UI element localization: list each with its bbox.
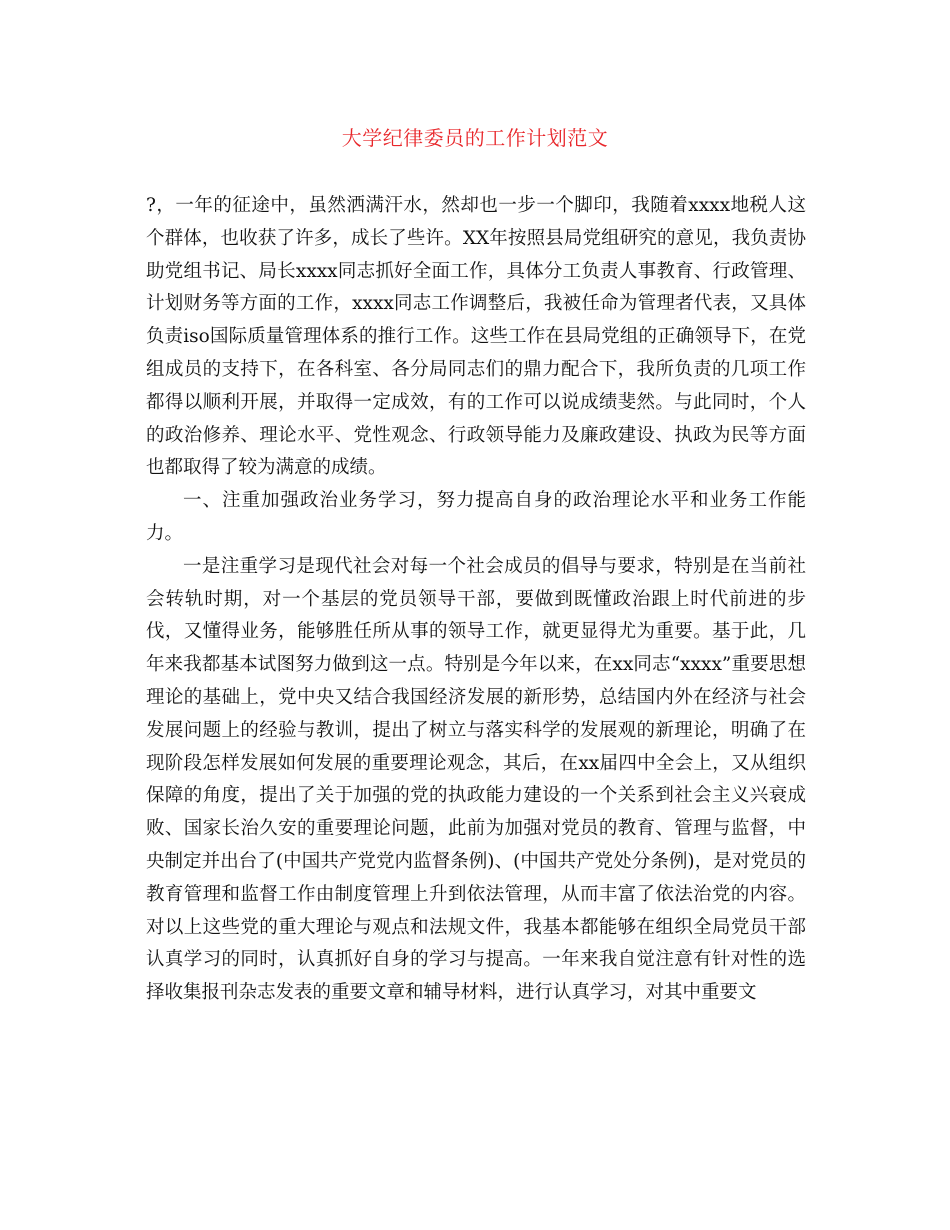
- paragraph-study: 一是注重学习是现代社会对每一个社会成员的倡导与要求，特别是在当前社会转轨时期，对一个基层的党员领导干部，要做到既懂政治跟上时代前进的步伐，又懂得业务，能够胜任所从事的领导工作，就更显得尤为重要。基于此，几年来我都基本试图努力做到这一点。特别是今年以来，在xx同志“xxxx”重要思想理论的基础上，党中央又结合我国经济发展的新形势，总结国内外在经济与社会发展问题上的经验与教训，提出了树立与落实科学的发展观的新理论，明确了在现阶段怎样发展如何发展的重要理论观念，其后，在xx届四中全会上，又从组织保障的角度，提出了关于加强的党的执政能力建设的一个关系到社会主义兴衰成败、国家长治久安的重要理论问题，此前为加强对党员的教育、管理与监督，中央制定并出台了(中国共产党党内监督条例)、(中国共产党处分条例)，是对党员的教育管理和监督工作由制度管理上升到依法管理，从而丰富了依法治党的内容。对以上这些党的重大理论与观点和法规文件，我基本都能够在组织全局党员干部认真学习的同时，认真抓好自身的学习与提高。一年来我自觉注意有针对性的选择收集报刊杂志发表的重要文章和辅导材料，进行认真学习，对其中重要文: [146, 555, 806, 1004]
- paragraph-intro: ?，一年的征途中，虽然洒满汗水，然却也一步一个脚印，我随着xxxx地税人这个群体，也收获了许多，成长了些许。XX年按照县局党组研究的意见，我负责协助党组书记、局长xxxx同志抓好全面工作，具体分工负责人事教育、行政管理、计划财务等方面的工作，xxxx同志工作调整后，我被任命为管理者代表，又具体负责iso国际质量管理体系的推行工作。这些工作在县局党组的正确领导下，在党组成员的支持下，在各科室、各分局同志们的鼎力配合下，我所负责的几项工作都得以顺利开展，并取得一定成效，有的工作可以说成绩斐然。与此同时，个人的政治修养、理论水平、党性观念、行政领导能力及廉政建设、执政为民等方面也都取得了较为满意的成绩。: [146, 195, 806, 479]
- document-title: 大学纪律委员的工作计划范文: [341, 126, 609, 150]
- paragraph-section-heading: 一、注重加强政治业务学习，努力提高自身的政治理论水平和业务工作能力。: [146, 490, 806, 544]
- document-body: [146, 190, 806, 1010]
